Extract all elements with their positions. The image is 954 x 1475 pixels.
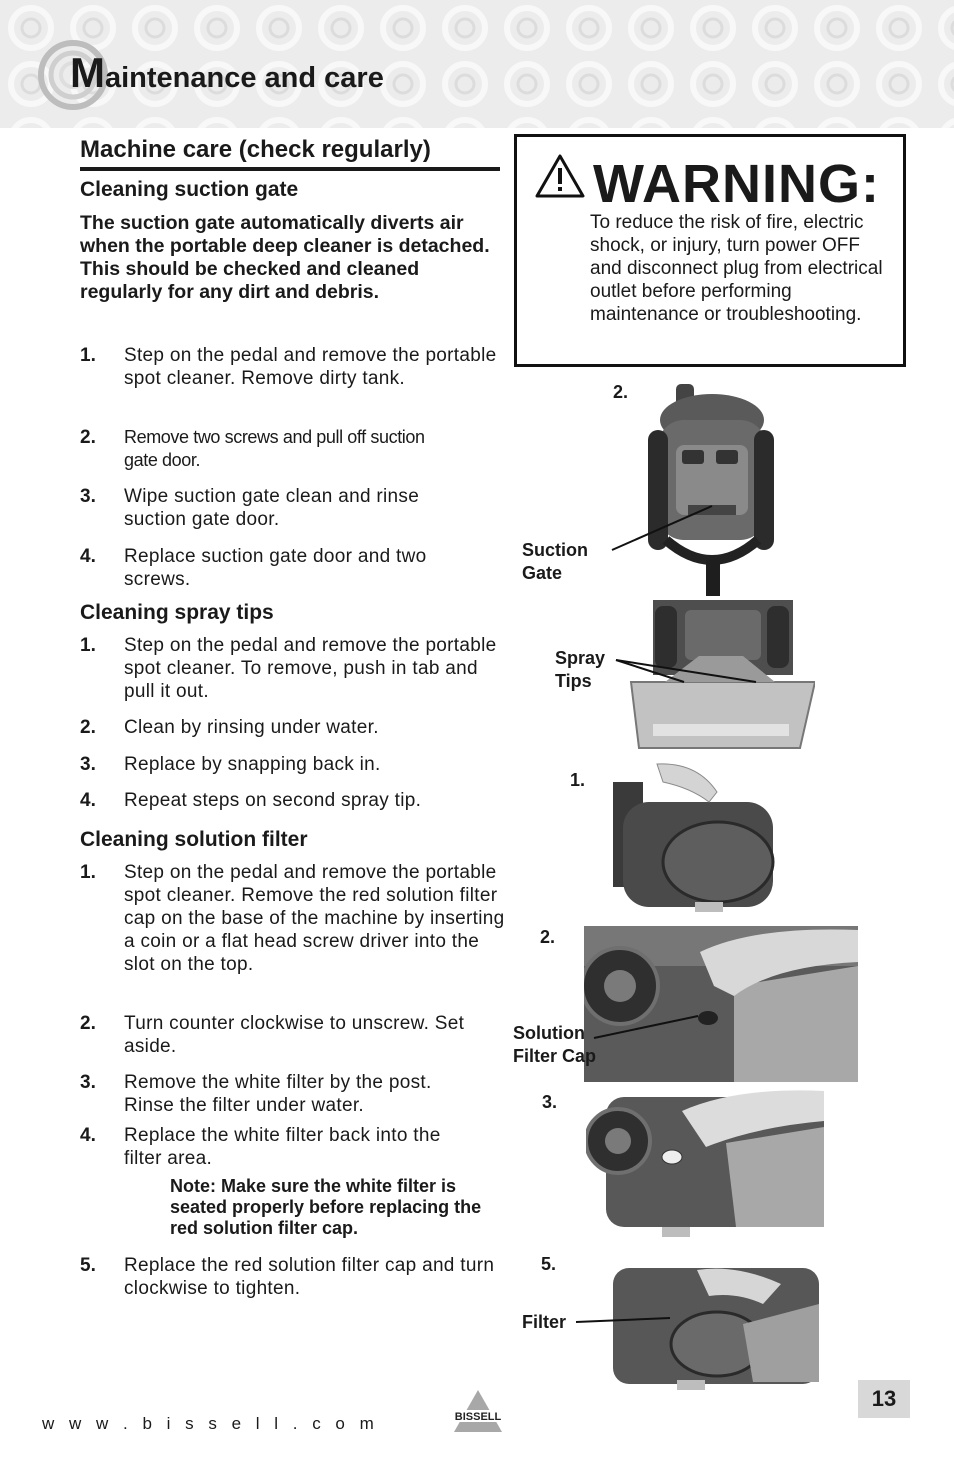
filter-cap-step2-photo: [584, 926, 858, 1082]
bissell-logo: [446, 1390, 510, 1432]
pointer-line: [592, 1012, 702, 1042]
list-item: 1. Step on the pedal and remove the portable spot cleaner. To remove, push in tab and pull it out.: [80, 635, 497, 702]
list-item: 1. Step on the pedal and remove the portable spot cleaner. Remove the red solution filter cap on the base of the machine by inserting a coin or a flat head screw driver into the slot on the top.: [80, 862, 505, 975]
label-solution-filter-cap: Solution Filter Cap: [513, 1023, 597, 1066]
figure-step-number: 2.: [613, 382, 629, 402]
heading-spray-tips: Cleaning spray tips: [80, 601, 274, 624]
suction-gate-photo: [636, 380, 786, 596]
list-item: 3. Wipe suction gate clean and rinse suction gate door.: [80, 486, 420, 530]
suction-gate-intro: The suction gate automatically diverts air when the portable deep cleaner is detached. This should be checked and cleaned regularly for any dirt and debris.: [80, 212, 490, 303]
figure-step-number: 2.: [540, 927, 556, 947]
page-number: 13: [858, 1380, 910, 1418]
list-item: 4. Repeat steps on second spray tip.: [80, 790, 422, 811]
warning-box: [514, 134, 906, 367]
filter-cap-step1-photo: [613, 762, 791, 917]
label-spray-tips: Spray Tips: [555, 648, 606, 691]
warning-body: To reduce the risk of fire, electric shock, or injury, turn power OFF and disconnect plug from electrical outlet before performing maintenance or troubleshooting.: [590, 212, 883, 325]
warning-title: WARNING:: [593, 154, 880, 214]
note-text: Note: Make sure the white filter is seated properly before replacing the red solution filter cap.: [170, 1176, 482, 1238]
list-item: 3. Remove the white filter by the post. Rinse the filter under water.: [80, 1072, 432, 1116]
filter-step5-photo: [613, 1264, 819, 1392]
list-item: 4. Replace the white filter back into the filter area.: [80, 1125, 441, 1169]
heading-suction-gate: Cleaning suction gate: [80, 178, 299, 201]
section-title: Machine care (check regularly): [80, 136, 500, 171]
pointer-lines: [614, 652, 764, 692]
heading-solution-filter: Cleaning solution filter: [80, 828, 308, 851]
filter-step3-photo: [586, 1087, 824, 1239]
list-item: 3. Replace by snapping back in.: [80, 754, 381, 775]
warning-triangle-icon: [535, 153, 585, 199]
figure-step-number: 1.: [570, 770, 586, 790]
figure-step-number: 5.: [541, 1254, 557, 1274]
list-item: 5. Replace the red solution filter cap and turn clockwise to tighten.: [80, 1255, 495, 1299]
svg-text:BISSELL: BISSELL: [454, 1411, 502, 1423]
list-item: 2. Turn counter clockwise to unscrew. Set aside.: [80, 1013, 465, 1057]
figure-step-number: 3.: [542, 1092, 558, 1112]
list-item: 2. Remove two screws and pull off suction gate door.: [80, 427, 425, 470]
list-item: 4. Replace suction gate door and two screws.: [80, 546, 427, 590]
label-suction-gate: Suction Gate: [522, 540, 588, 583]
footer-url: w w w . b i s s e l l . c o m: [42, 1414, 379, 1433]
page-title: Maintenance and care: [70, 49, 384, 96]
pointer-line: [574, 1314, 674, 1328]
label-filter: Filter: [522, 1312, 567, 1332]
list-item: 2. Clean by rinsing under water.: [80, 717, 379, 738]
pointer-line: [608, 500, 718, 560]
list-item: 1. Step on the pedal and remove the portable spot cleaner. Remove dirty tank.: [80, 345, 497, 389]
header-band: [0, 0, 954, 128]
